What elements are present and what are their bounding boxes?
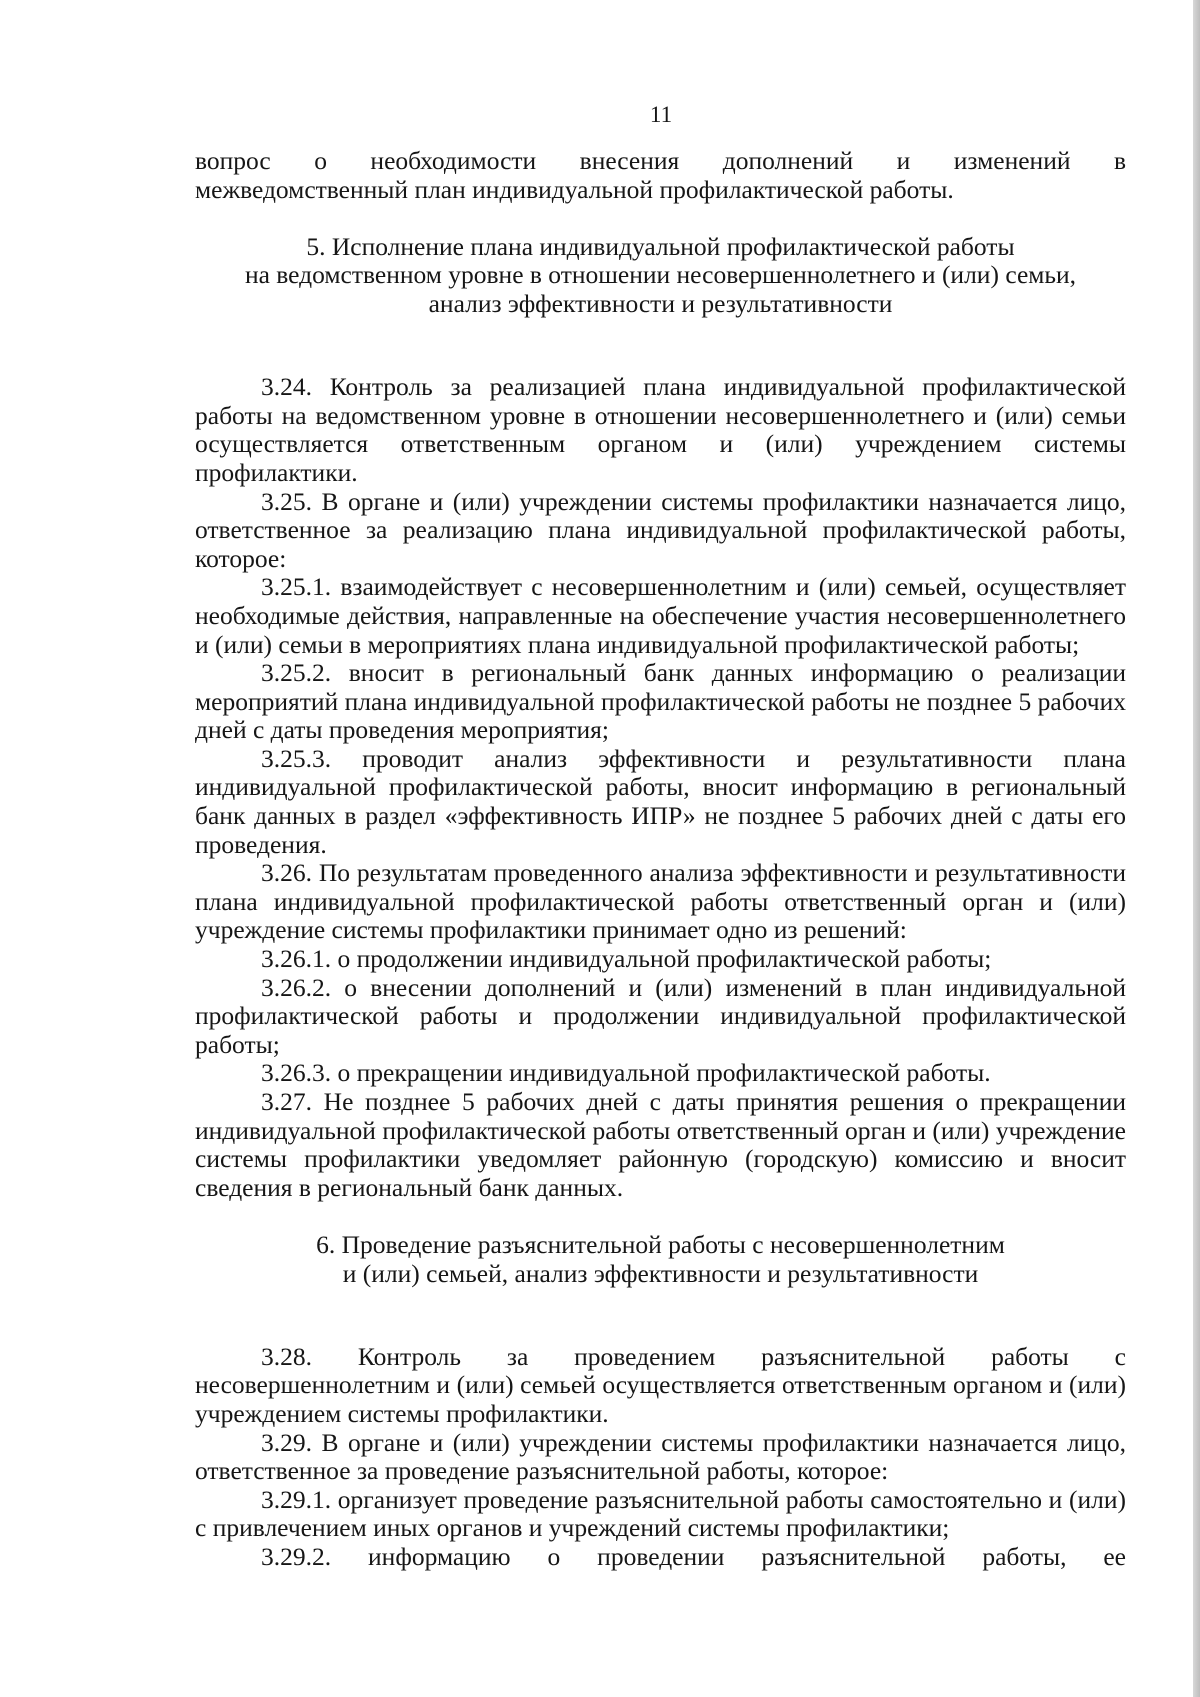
paragraph-3-27: 3.27. Не позднее 5 рабочих дней с даты принятия решения о прекращении индивидуальной профилактической работы ответственный орган и (или) учреждение системы профилактики уведомляет районную (городскую) комиссию и вносит сведения в региональный банк данных. [195, 1087, 1126, 1202]
paragraph-3-25-1: 3.25.1. взаимодействует с несовершеннолетним и (или) семьей, осуществляет необходимые действия, направленные на обеспечение участия несовершеннолетнего и (или) семьи в мероприятиях плана индивидуальной профилактической работы; [195, 572, 1126, 659]
spacer [195, 1202, 1126, 1231]
section-6-heading [195, 1231, 1126, 1288]
paragraph-3-29: 3.29. В органе и (или) учреждении системы профилактики назначается лицо, ответственное за проведение разъяснительной работы, которое: [195, 1427, 1126, 1486]
paragraph-3-25-2: 3.25.2. вносит в региональный банк данных информацию о реализации мероприятий плана индивидуальной профилактической работы не позднее 5 рабочих дней с даты проведения мероприятия; [195, 658, 1126, 745]
paragraph-3-26-2: 3.26.2. о внесении дополнений и (или) изменений в план индивидуальной профилактической работы и продолжении индивидуальной профилактической работы; [195, 972, 1126, 1059]
document-body [195, 147, 1126, 1572]
section-5-heading-line: анализ эффективности и результативности [428, 288, 893, 318]
section-5-heading-line: 5. Исполнение плана индивидуальной профилактической работы [306, 231, 1015, 261]
spacer [195, 1288, 1126, 1317]
paragraph-3-29-1: 3.29.1. организует проведение разъяснительной работы самостоятельно и (или) с привлечением иных органов и учреждений системы профилактики; [195, 1484, 1126, 1543]
intro-line-1: вопрос о необходимости внесения дополнений и изменений в [195, 146, 1126, 175]
page-edge [1193, 0, 1200, 1697]
section-5-heading [195, 233, 1126, 319]
paragraph-3-28: 3.28. Контроль за проведением разъяснительной работы с несовершеннолетним и (или) семьей осуществляется ответственным органом и (или) учреждением системы профилактики. [195, 1341, 1126, 1428]
section-5-heading-line: на ведомственном уровне в отношении несовершеннолетнего и (или) семьи, [244, 260, 1077, 290]
spacer [195, 347, 1126, 373]
paragraph-3-26-1: 3.26.1. о продолжении индивидуальной профилактической работы; [261, 944, 992, 974]
spacer [195, 204, 1126, 233]
paragraph-3-25: 3.25. В органе и (или) учреждении системы профилактики назначается лицо, ответственное за реализацию плана индивидуальной профилактической работы, которое: [195, 486, 1126, 573]
paragraph-3-24: 3.24. Контроль за реализацией плана индивидуальной профилактической работы на ведомственном уровне в отношении несовершеннолетнего и (или) семьи осуществляется ответственным органом и (или) учреждением системы профилактики. [195, 372, 1126, 487]
section-6-heading-line: 6. Проведение разъяснительной работы с несовершеннолетним [316, 1229, 1005, 1259]
paragraph-3-26-3: 3.26.3. о прекращении индивидуальной профилактической работы. [261, 1058, 991, 1088]
page-number: 11 [649, 102, 673, 127]
paragraph-3-26: 3.26. По результатам проведенного анализа эффективности и результативности плана индивидуальной профилактической работы ответственный орган и (или) учреждение системы профилактики принимает одно из решений: [195, 858, 1126, 945]
spacer [195, 1317, 1126, 1343]
section-6-heading-line: и (или) семьей, анализ эффективности и результативности [342, 1258, 979, 1288]
intro-line-2: межведомственный план индивидуальной профилактической работы. [195, 174, 954, 204]
paragraph-3-25-3: 3.25.3. проводит анализ эффективности и результативности плана индивидуальной профилактической работы, вносит информацию в региональный банк данных в раздел «эффективность ИПР» не позднее 5 рабочих дней с даты его проведения. [195, 743, 1126, 859]
paragraph-3-29-2: 3.29.2. информацию о проведении разъяснительной работы, ее [261, 1541, 1126, 1571]
spacer [195, 319, 1126, 348]
